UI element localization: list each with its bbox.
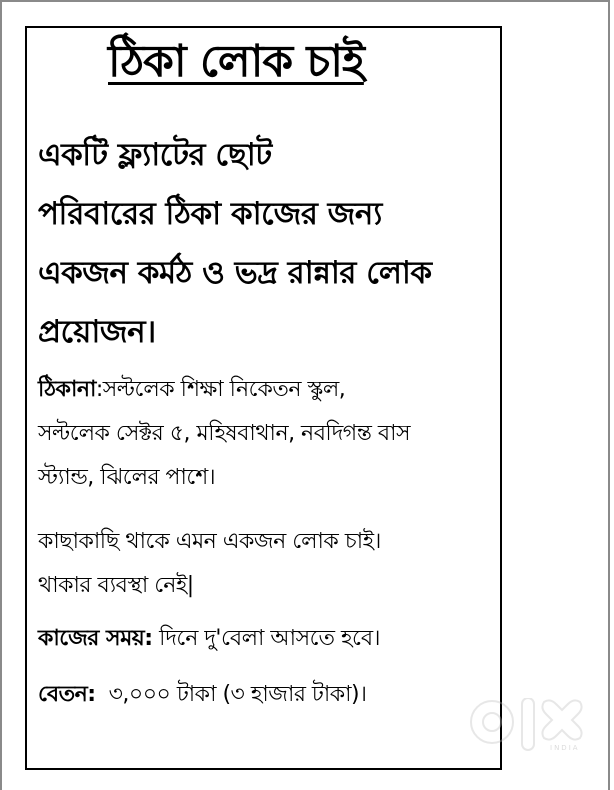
address-line: সল্টলেক সেক্টর ৫, মহিষবাথান, নবদিগন্ত বাস <box>38 421 411 446</box>
address-first-line <box>38 368 498 412</box>
work-time-value: দিনে দু'বেলা আসতে হবে। <box>159 626 380 651</box>
address-line: সল্টলেক শিক্ষা নিকেতন স্কুল, <box>102 377 346 402</box>
nearby-line: থাকার ব্যবস্থা নেই| <box>38 573 194 598</box>
work-time-section <box>38 617 380 661</box>
headline-line: একজন কর্মঠ ও ভদ্র রান্নার লোক <box>38 255 432 291</box>
salary-section <box>38 673 367 717</box>
notice-title: ঠিকা লোক চাই <box>108 36 364 87</box>
address-label: ঠিকানা <box>38 377 96 402</box>
salary-label: বেতন: <box>38 682 96 707</box>
work-time-label: কাজের সময়: <box>38 626 153 651</box>
address-line: স্ট্যান্ড, ঝিলের পাশে। <box>38 465 216 490</box>
address-section <box>38 368 498 500</box>
salary-value: ৩,০০০ টাকা (৩ হাজার টাকা)। <box>108 682 367 707</box>
nearby-section <box>38 520 498 608</box>
olx-region-label: INDIA <box>550 744 580 752</box>
headline-line: প্রয়োজন। <box>38 314 156 350</box>
headline-line: পরিবারের ঠিকা কাজের জন্য <box>38 196 382 232</box>
olx-watermark <box>468 698 588 758</box>
address-separator: : <box>95 377 103 402</box>
headline <box>38 126 498 362</box>
nearby-line: কাছাকাছি থাকে এমন একজন লোক চাই। <box>38 529 381 554</box>
headline-line: একটি ফ্ল্যাটের ছোট <box>38 137 272 173</box>
